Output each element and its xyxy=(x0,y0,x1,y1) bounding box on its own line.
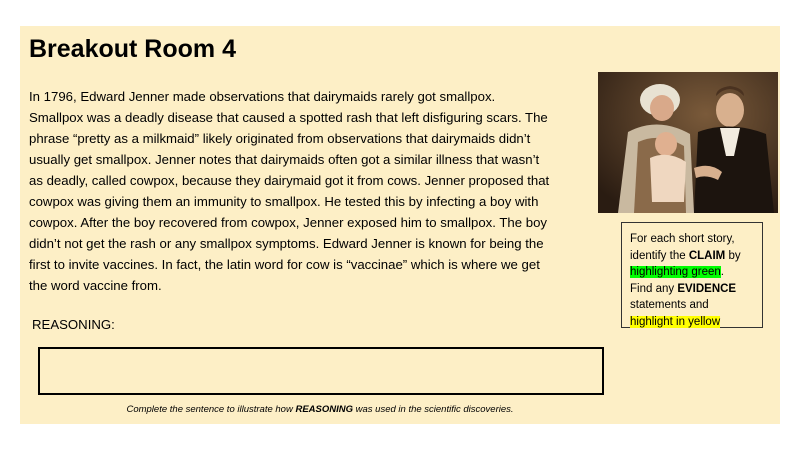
story-line: didn’t not get the rash or any smallpox symptoms. Edward Jenner is known for being the xyxy=(29,236,544,251)
jenner-vaccination-painting xyxy=(598,72,778,213)
instruction-caption: Complete the sentence to illustrate how REASONING was used in the scientific discoveries. xyxy=(126,404,514,415)
instructions-line: For each short story, xyxy=(630,233,735,245)
yellow-highlight-example: highlight in yellow xyxy=(630,315,721,328)
painting-illustration xyxy=(598,72,778,213)
reasoning-answer-box[interactable] xyxy=(38,347,604,395)
instructions-box xyxy=(621,222,763,328)
instructions-line: statements and xyxy=(630,299,709,311)
story-line: Smallpox was a deadly disease that caused a spotted rash that left disfiguring scars. The xyxy=(29,110,548,125)
slide-title: Breakout Room 4 xyxy=(29,35,236,63)
story-line: usually get smallpox. Jenner notes that dairymaids often got a similar illness that wasn’t xyxy=(29,152,540,167)
story-line: phrase “pretty as a milkmaid” likely originated from observations that dairymaids didn’t xyxy=(29,131,531,146)
story-line: In 1796, Edward Jenner made observations that dairymaids rarely got smallpox. xyxy=(29,89,496,104)
story-line: first to invite vaccines. In fact, the latin word for cow is “vaccinae” which is where we get xyxy=(29,257,540,272)
reasoning-label: REASONING: xyxy=(32,317,115,332)
green-highlight-example: highlighting green xyxy=(630,266,721,278)
instructions-line xyxy=(630,314,762,331)
instructions-line: Find any EVIDENCE xyxy=(630,282,737,295)
story-line: cowpox was giving them an immunity to smallpox. He tested this by infecting a boy with xyxy=(29,194,539,209)
instructions-line: highlighting green. xyxy=(630,266,724,278)
story-line: as deadly, called cowpox, because they dairymaid got it from cows. Jenner proposed that xyxy=(29,173,550,188)
story-text xyxy=(29,86,584,296)
story-line: cowpox. After the boy recovered from cowpox, Jenner exposed him to smallpox. The boy xyxy=(29,215,547,230)
story-line: the word vaccine from. xyxy=(29,278,162,293)
slide xyxy=(20,26,780,424)
instructions-line: identify the CLAIM by xyxy=(630,249,741,262)
